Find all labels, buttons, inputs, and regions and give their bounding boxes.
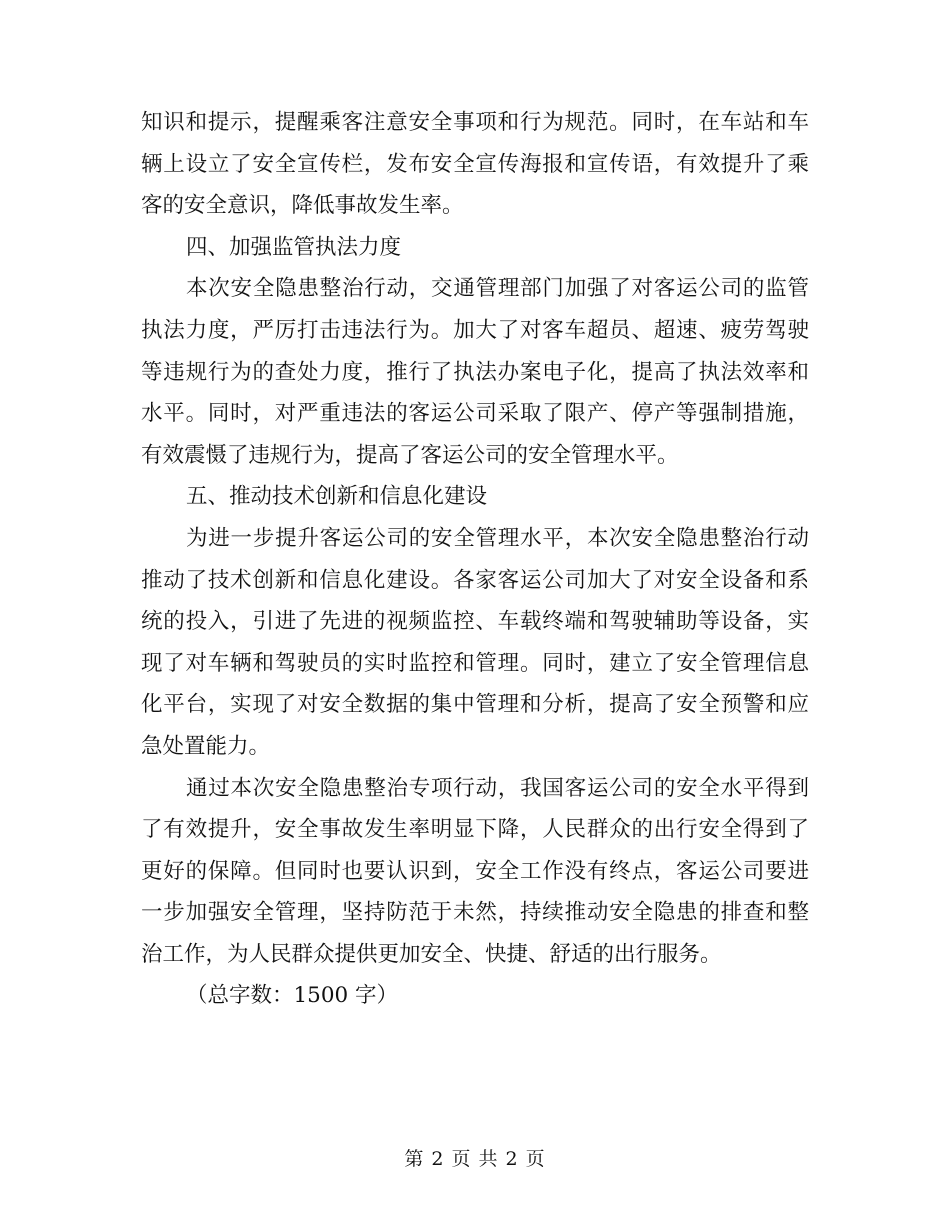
text-line: 通过本次安全隐患整治专项行动，我国客运公司的安全水平得到	[186, 775, 809, 801]
text-line: 了有效提升，安全事故发生率明显下降，人民群众的出行安全得到了	[141, 817, 809, 843]
text-line: 本次安全隐患整治行动，交通管理部门加强了对客运公司的监管	[186, 276, 809, 302]
text-line: 急处置能力。	[141, 733, 271, 759]
section-heading	[141, 476, 809, 518]
text-line: 为进一步提升客运公司的安全管理水平，本次安全隐患整治行动	[186, 525, 809, 551]
text-line: 统的投入，引进了先进的视频监控、车载终端和驾驶辅助等设备，实	[141, 609, 809, 635]
paragraph	[141, 102, 809, 227]
paragraph	[141, 518, 809, 768]
text-line: 一步加强安全管理，坚持防范于未然，持续推动安全隐患的排查和整	[141, 900, 809, 926]
text-line: 等违规行为的查处力度，推行了执法办案电子化，提高了执法效率和	[141, 359, 809, 385]
paragraph	[141, 268, 809, 476]
text-line: 现了对车辆和驾驶员的实时监控和管理。同时，建立了安全管理信息	[141, 650, 809, 676]
section-heading	[141, 227, 809, 269]
text-line: 更好的保障。但同时也要认识到，安全工作没有终点，客运公司要进	[141, 858, 809, 884]
text-line: （总字数：1500 字）	[186, 983, 399, 1009]
text-line: 客的安全意识，降低事故发生率。	[141, 193, 464, 219]
document-body	[141, 102, 809, 1017]
paragraph	[141, 768, 809, 976]
text-line: 五、推动技术创新和信息化建设	[186, 484, 488, 510]
text-line: 推动了技术创新和信息化建设。各家客运公司加大了对安全设备和系	[141, 567, 809, 593]
text-line: 知识和提示，提醒乘客注意安全事项和行为规范。同时，在车站和车	[141, 110, 809, 135]
paragraph	[141, 975, 809, 1017]
text-line: 四、加强监管执法力度	[186, 234, 402, 260]
text-line: 执法力度，严厉打击违法行为。加大了对客车超员、超速、疲劳驾驶	[141, 317, 809, 343]
text-line: 化平台，实现了对安全数据的集中管理和分析，提高了安全预警和应	[141, 692, 809, 718]
text-line: 有效震慑了违规行为，提高了客运公司的安全管理水平。	[141, 442, 679, 468]
text-line: 水平。同时，对严重违法的客运公司采取了限产、停产等强制措施，	[141, 401, 809, 427]
text-line: 辆上设立了安全宣传栏，发布安全宣传海报和宣传语，有效提升了乘	[141, 151, 809, 177]
page-footer: 第 2 页 共 2 页	[404, 1148, 546, 1170]
text-line: 治工作，为人民群众提供更加安全、快捷、舒适的出行服务。	[141, 941, 722, 967]
